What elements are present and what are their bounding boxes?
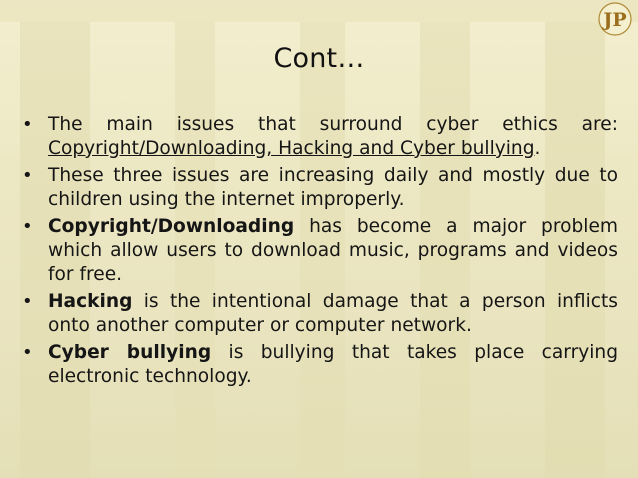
bullet-item-cyber-bullying <box>22 341 618 389</box>
bullet-text: is bullying that takes place carrying electronic technology. <box>48 342 618 387</box>
bullet-lead-term: Copyright/Downloading <box>48 216 295 237</box>
bullet-dot: • <box>22 216 33 237</box>
bullet-dot: • <box>22 114 33 135</box>
bullet-item-hacking <box>22 290 618 338</box>
bullet-dot: • <box>22 291 33 312</box>
bullet-text: has become a major problem which allow users to download music, programs and videos for free. <box>48 216 618 285</box>
bullet-underlined-text: Copyright/Downloading, Hacking and Cyber bullying <box>48 138 535 159</box>
bullet-item-increasing <box>22 164 618 212</box>
bullet-dot: • <box>22 165 33 186</box>
slide-title: Cont… <box>273 43 365 74</box>
bullet-lead-term: Hacking <box>48 291 133 312</box>
bullet-item-copyright <box>22 215 618 287</box>
bullet-dot: • <box>22 342 33 363</box>
jp-logo <box>598 2 632 36</box>
bullet-text: is the intentional damage that a person inflicts onto another computer or computer network. <box>48 291 618 336</box>
bullet-list <box>22 113 618 392</box>
bullet-text: The main issues that surround cyber ethics are: <box>48 114 618 135</box>
bullet-lead-term: Cyber bullying <box>48 342 212 363</box>
bullet-tail: . <box>534 138 541 159</box>
logo-text: JP <box>603 9 627 31</box>
bullet-item-issues <box>22 113 618 161</box>
bullet-text: These three issues are increasing daily and mostly due to children using the internet improperly. <box>48 165 618 210</box>
